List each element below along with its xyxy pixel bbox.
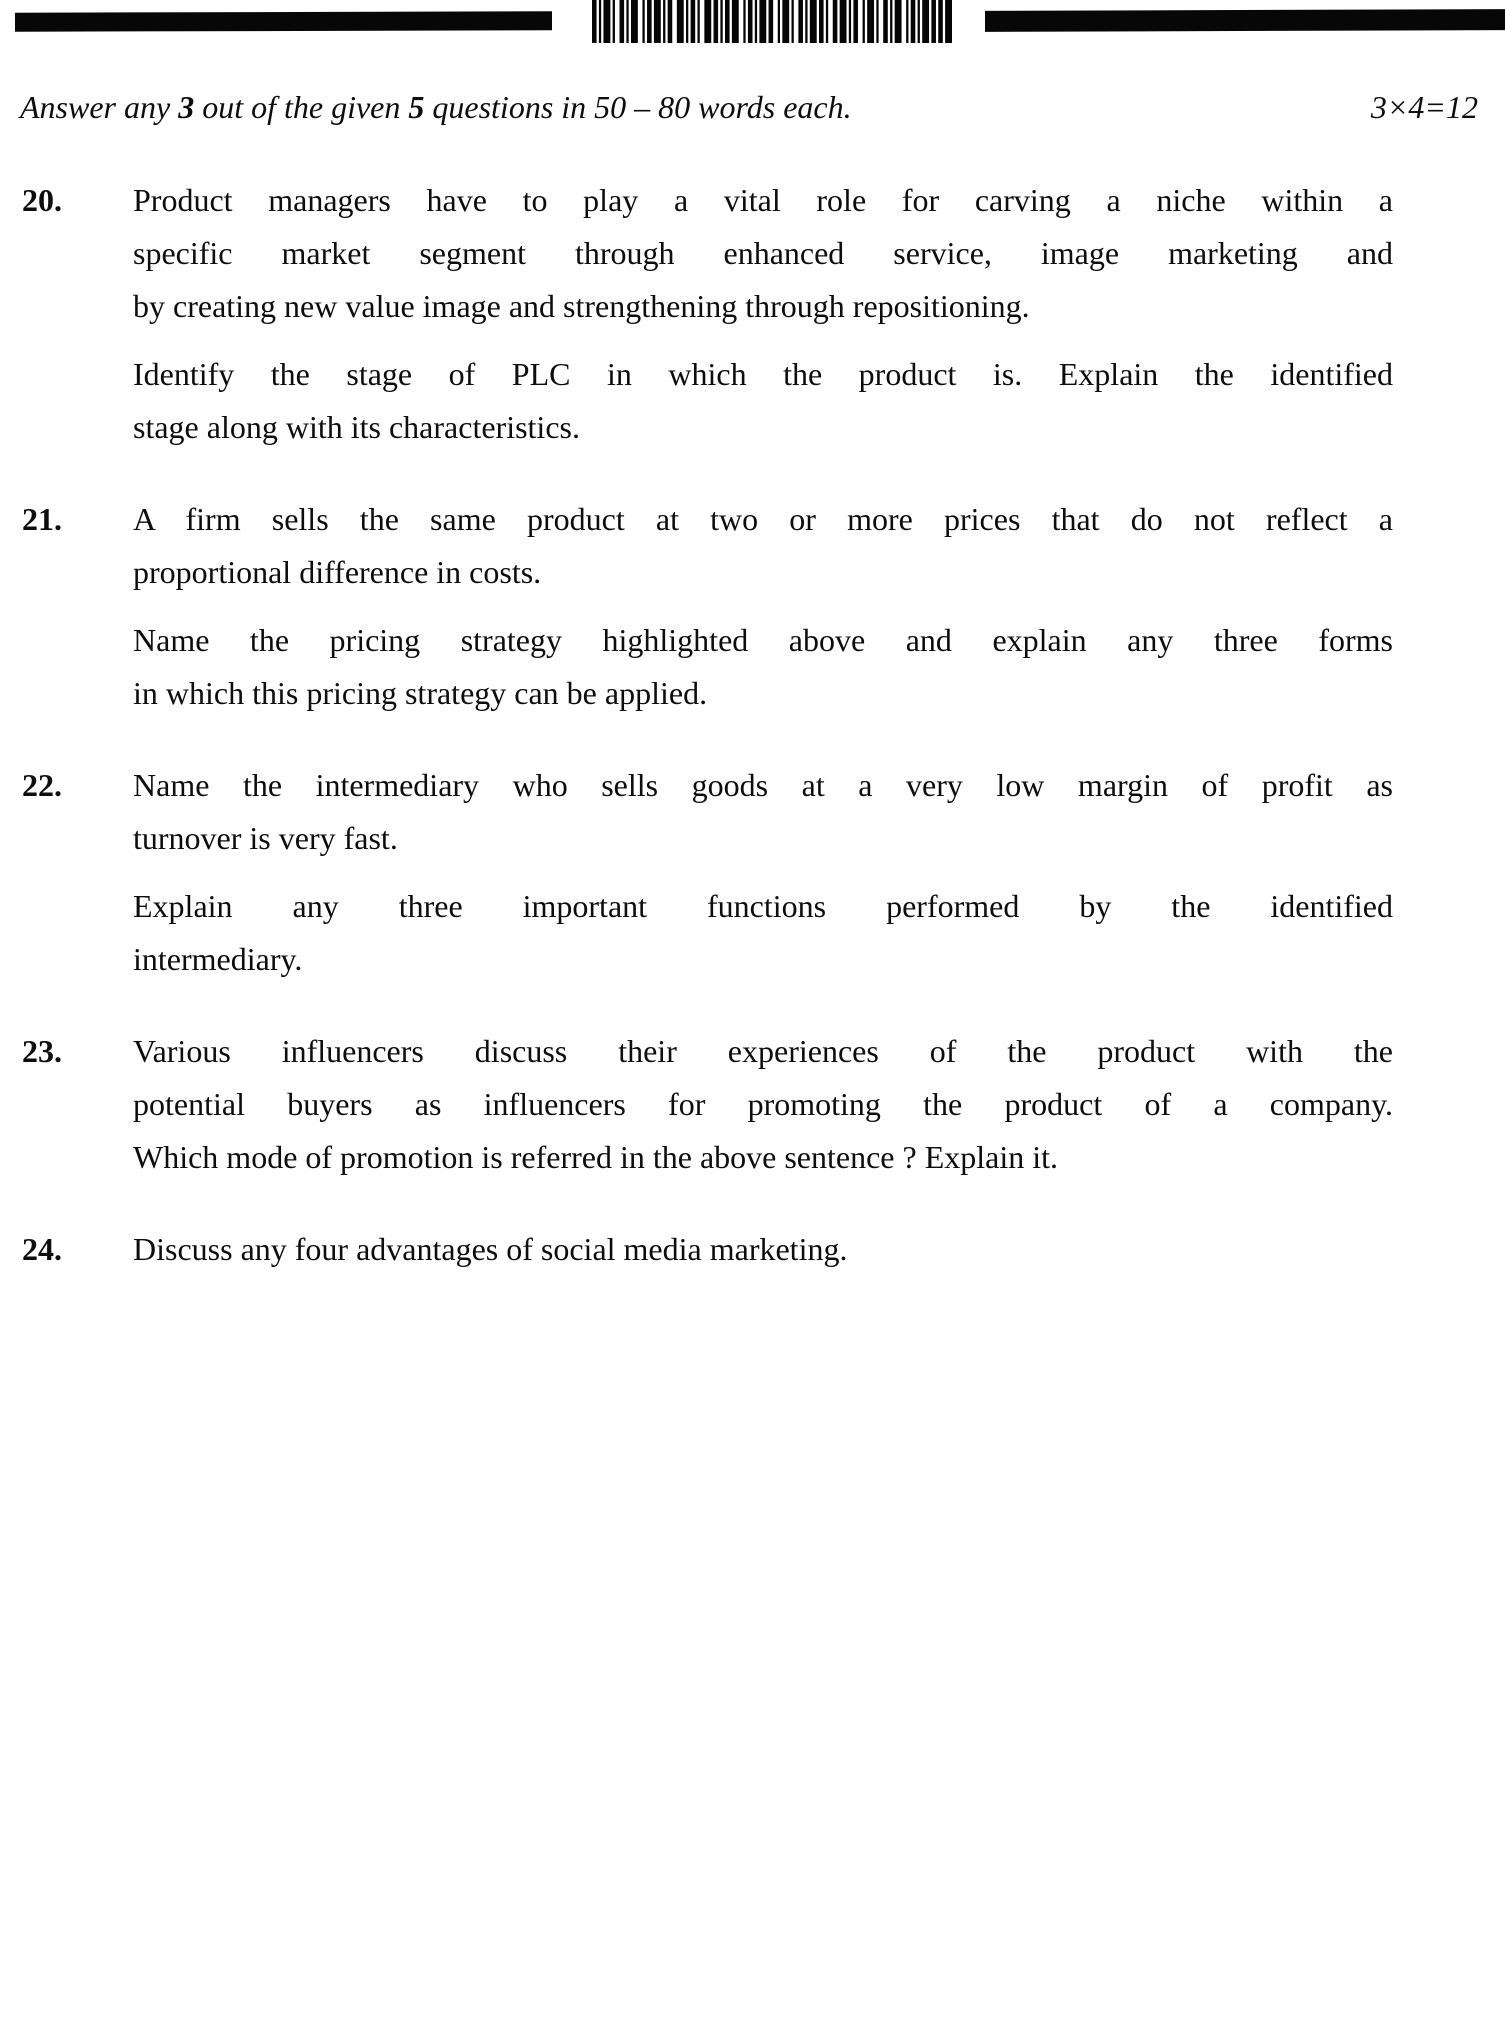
- question-paragraph: [133, 1223, 1393, 1276]
- question-line: Name the pricing strategy highlighted above and explain any three forms: [133, 622, 1393, 658]
- question-paragraph: [133, 614, 1393, 720]
- question-paragraph: [133, 1025, 1393, 1184]
- question-line: intermediary.: [133, 941, 303, 977]
- marks-scheme: 3×4=12: [1370, 89, 1478, 125]
- question-paragraph: [133, 174, 1393, 333]
- question-paragraph: [133, 348, 1393, 454]
- section-instruction: [20, 81, 1478, 134]
- question-line: Various influencers discuss their experiences of the product with the: [133, 1033, 1393, 1069]
- question-number: 22.: [22, 767, 62, 803]
- question-number: 24.: [22, 1231, 62, 1267]
- instruction-suffix: questions in 50 – 80 words each.: [424, 89, 852, 125]
- question-number: 23.: [22, 1033, 62, 1069]
- question-line: potential buyers as influencers for promoting the product of a company.: [133, 1086, 1393, 1122]
- instruction-text: [20, 81, 852, 134]
- question-line: turnover is very fast.: [133, 820, 398, 856]
- question-line: in which this pricing strategy can be applied.: [133, 675, 708, 711]
- question-24: [22, 1223, 1393, 1276]
- question-line: specific market segment through enhanced service, image marketing and: [133, 235, 1393, 271]
- question-line: Discuss any four advantages of social media marketing.: [133, 1231, 848, 1267]
- question-number: 20.: [22, 182, 62, 218]
- question-paragraph: [133, 493, 1393, 599]
- instruction-total: 5: [408, 89, 425, 125]
- question-line: Explain any three important functions performed by the identified: [133, 888, 1393, 924]
- question-line: Name the intermediary who sells goods at a very low margin of profit as: [133, 767, 1393, 803]
- question-line: Which mode of promotion is referred in the above sentence ? Explain it.: [133, 1139, 1059, 1175]
- question-number: 21.: [22, 501, 62, 537]
- question-paragraph: [133, 759, 1393, 865]
- instruction-count: 3: [178, 89, 195, 125]
- question-line: stage along with its characteristics.: [133, 409, 580, 445]
- question-list: [22, 174, 1393, 1276]
- question-line: A firm sells the same product at two or more prices that do not reflect a: [133, 501, 1393, 537]
- question-line: Product managers have to play a vital role for carving a niche within a: [133, 182, 1393, 218]
- instruction-middle: out of the given: [194, 89, 409, 125]
- instruction-prefix: Answer any: [20, 89, 179, 125]
- question-line: by creating new value image and strengthening through repositioning.: [133, 288, 1030, 324]
- question-22: [22, 759, 1393, 986]
- question-line: proportional difference in costs.: [133, 554, 542, 590]
- question-paragraph: [133, 880, 1393, 986]
- question-23: [22, 1025, 1393, 1184]
- question-20: [22, 174, 1393, 454]
- question-line: Identify the stage of PLC in which the product is. Explain the identified: [133, 356, 1393, 392]
- question-21: [22, 493, 1393, 720]
